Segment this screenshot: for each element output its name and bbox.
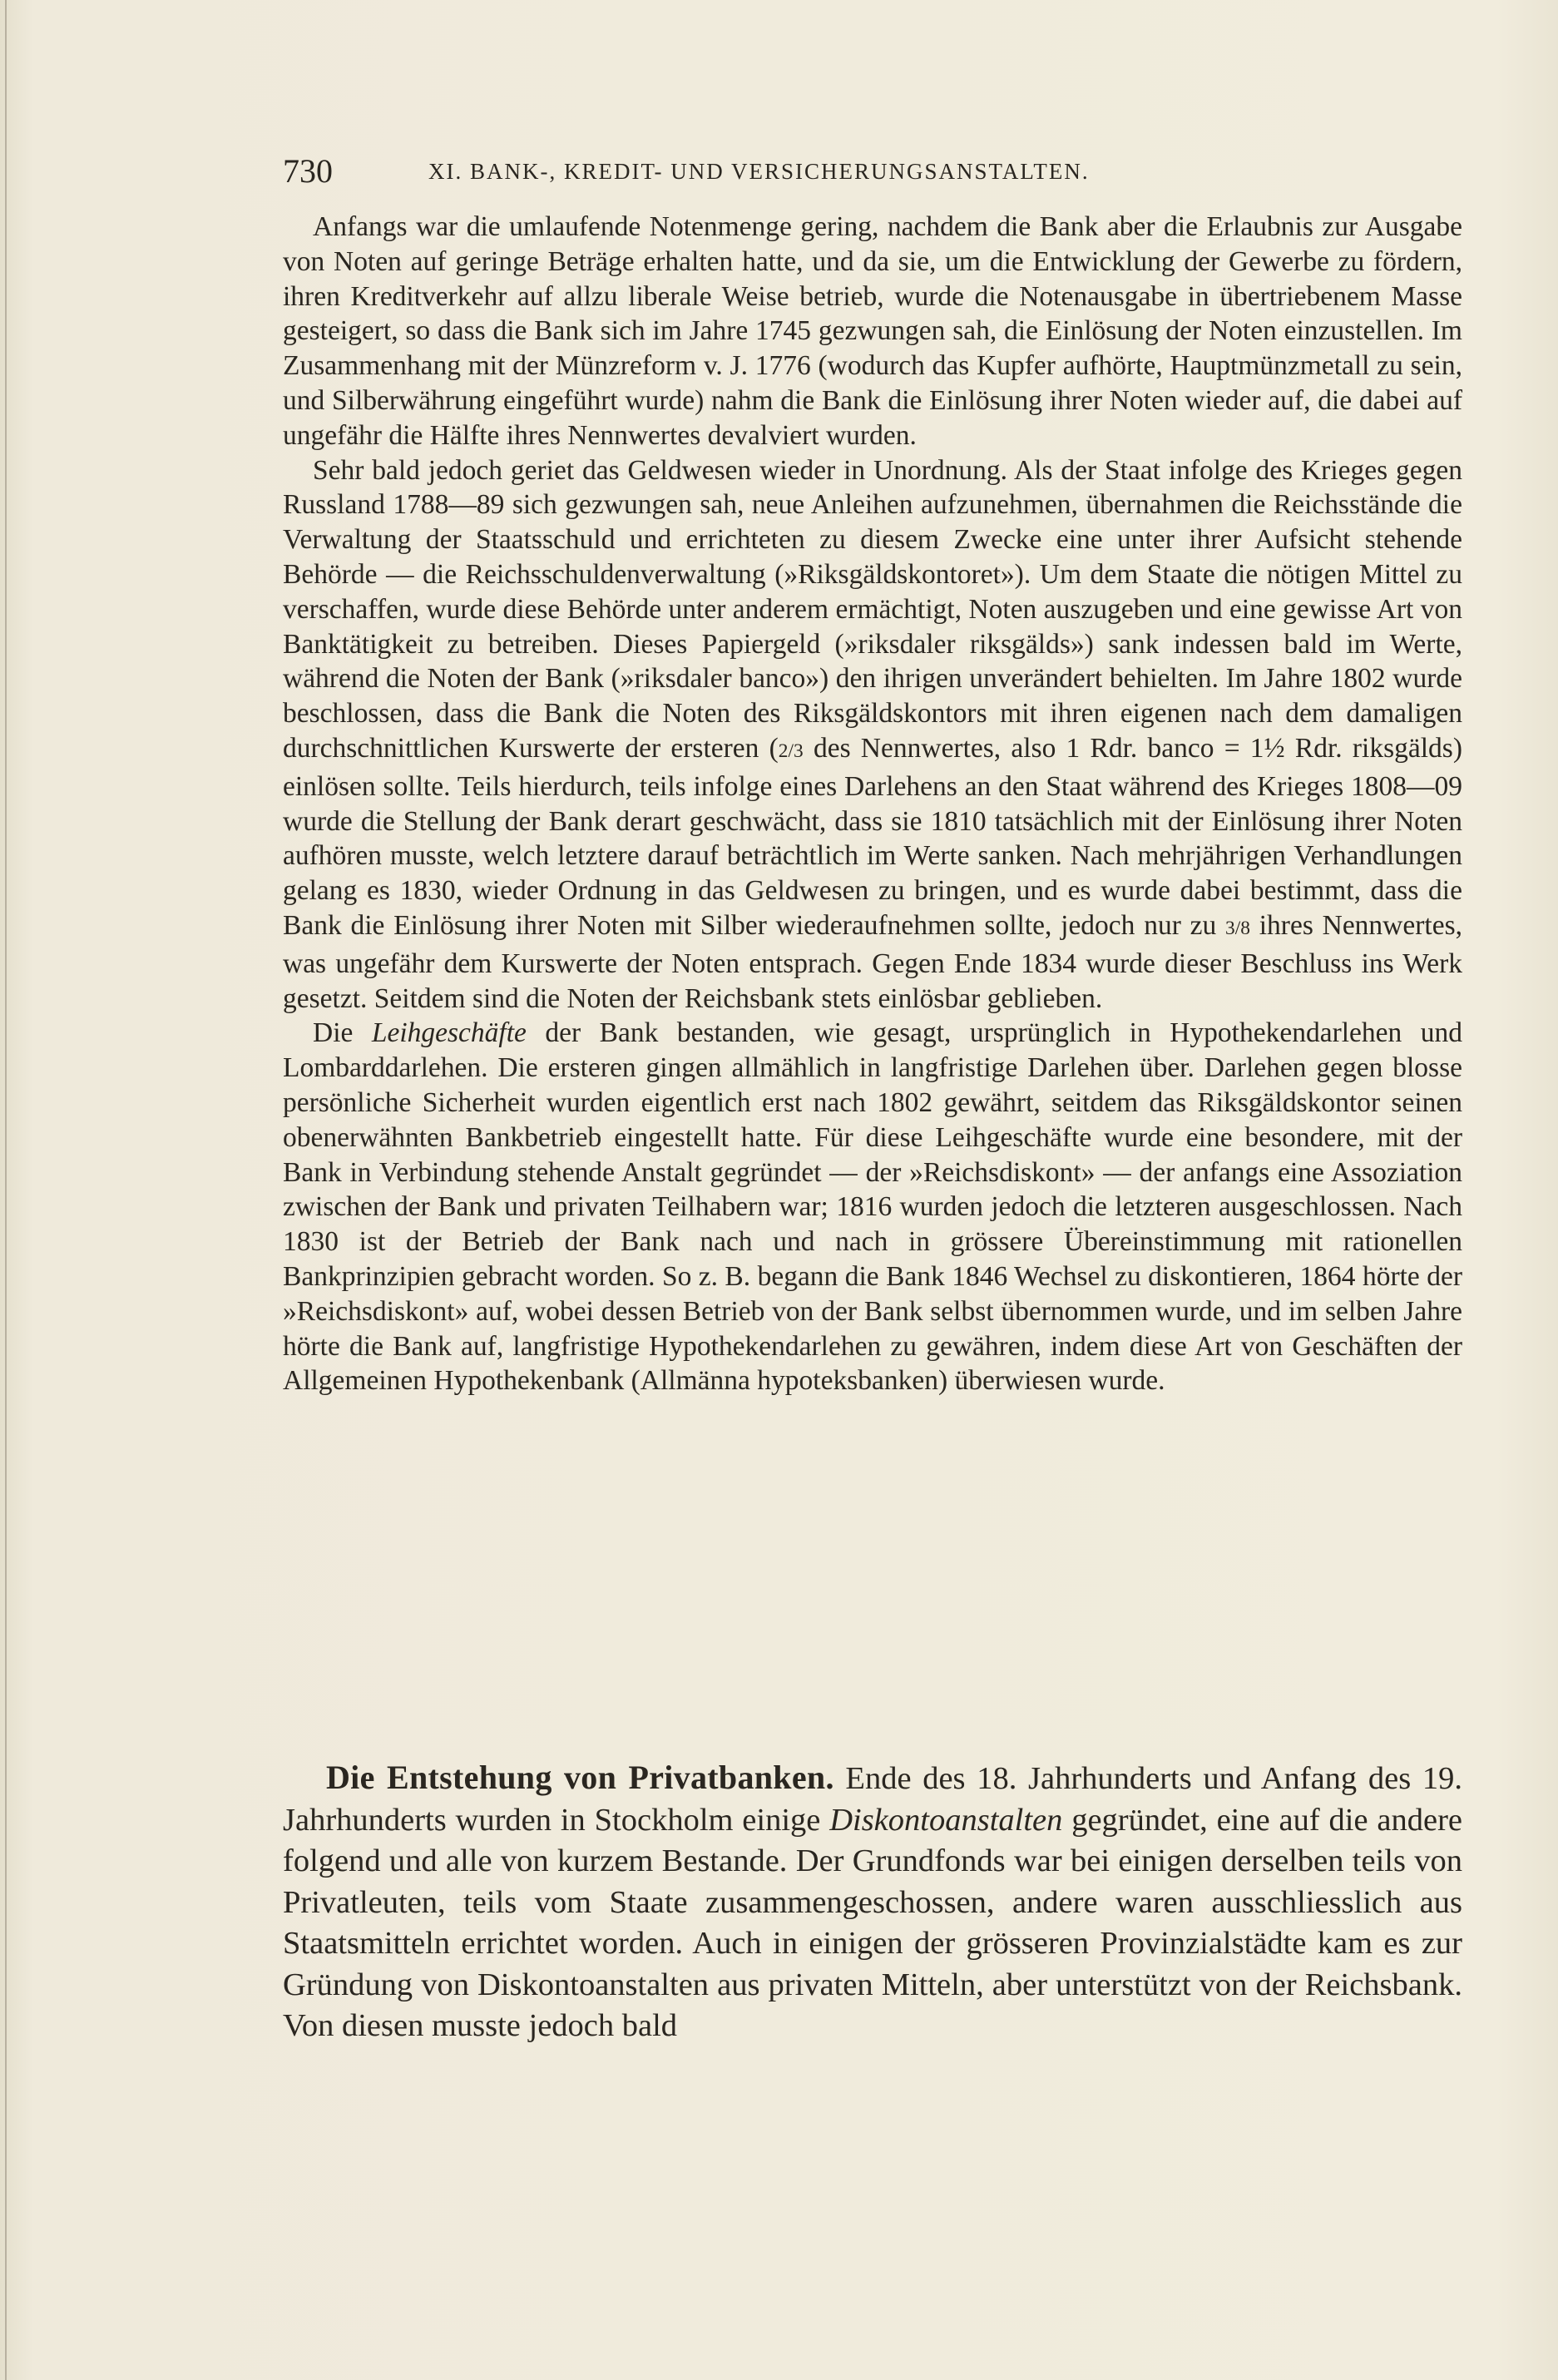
paragraph-notes-origin (283, 210, 1462, 453)
page-edge (5, 0, 7, 2380)
section-private-banks (283, 1757, 1462, 2047)
running-head: XI. BANK-, KREDIT- UND VERSICHERUNGSANSTALTEN. (428, 159, 1090, 184)
paragraph-text: Anfangs war die umlaufende Notenmenge gering, nachdem die Bank aber die Erlaubnis zur Ausgabe von Noten auf geringe Beträge erhalten hatte, und da sie, um die Entwicklung der Gewerbe zu fördern, ihren Kreditverkehr auf allzu liberale Weise betrieb, wurde die Notenausgabe in übertriebenem Masse gesteigert, so dass die Bank sich im Jahre 1745 gezwungen sah, die Einlösung der Noten einzustellen. Im Zusammenhang mit der Münzreform v. J. 1776 (wodurch das Kupfer aufhörte, Hauptmünzmetall zu sein, und Silberwährung eingeführt wurde) nahm die Bank die Einlösung ihrer Noten wieder auf, die dabei auf ungefähr die Hälfte ihres Nennwertes devalviert wurden. (283, 211, 1462, 451)
italic-term: Diskontoanstalten (829, 1802, 1063, 1838)
paragraph-loans (283, 1016, 1462, 1398)
paragraph-text: ihres Nennwertes, was ungefähr dem Kurswerte der Noten entsprach. Gegen Ende 1834 wurde dieser Beschluss ins Werk gesetzt. Seitdem sind die Noten der Reichsbank stets einlösbar geblieben. (283, 909, 1462, 1014)
section-text: gegründet, eine auf die andere folgend und alle von kurzem Bestande. Der Grundfonds war bei einigen derselben teils von Privatleuten, teils vom Staate zusammengeschossen, andere waren ausschliesslich aus Staatsmitteln errichtet worden. Auch in einigen der grösseren Provinzialstädte kam es zur Gründung von Diskontoanstalten aus privaten Mitteln, aber unterstützt von der Reichsbank. Von diesen musste jedoch bald (283, 1802, 1462, 2043)
paragraph-monetary-disorder (283, 453, 1462, 1017)
paragraph-text: der Bank bestanden, wie gesagt, ursprünglich in Hypothekendarlehen und Lombarddarlehen. Die ersteren gingen allmählich in langfristige Darlehen über. Darlehen gegen blosse persönliche Sicherheit wurden eigentlich erst nach 1802 gewährt, seitdem das Riksgäldskontor seinen obenerwähnten Bankbetrieb eingestellt hatte. Für diese Leihgeschäfte wurde eine besondere, mit der Bank in Verbindung stehende Anstalt gegründet — der »Reichsdiskont» — der anfangs eine Assoziation zwischen der Bank und privaten Teilhabern war; 1816 wurden jedoch die letzteren ausgeschlossen. Nach 1830 ist der Betrieb der Bank nach und nach in grössere Übereinstimmung mit rationellen Bankprinzipien gebracht worden. So z. B. begann die Bank 1846 Wechsel zu diskontieren, 1864 hörte der »Reichsdiskont» auf, wobei dessen Betrieb von der Bank selbst übernommen wurde, und im selben Jahre hörte die Bank auf, langfristige Hypothekendarlehen zu gewähren, indem diese Art von Geschäften der Allgemeinen Hypothekenbank (Allmänna hypoteksbanken) überwiesen wurde. (283, 1017, 1462, 1397)
fraction: 3/8 (1225, 917, 1250, 939)
page-header (283, 151, 1464, 193)
section-text: Ende des 18. Jahrhunderts und Anfang des 19. Jahrhunderts wurden in Stockholm einige (283, 1761, 1462, 1838)
page-number: 730 (283, 152, 333, 190)
paragraph-text: Die (313, 1017, 372, 1049)
body-text (283, 210, 1462, 1398)
fraction: 2/3 (778, 740, 804, 762)
italic-term: Leihgeschäfte (371, 1017, 527, 1049)
paragraph-text: Sehr bald jedoch geriet das Geldwesen wieder in Unordnung. Als der Staat infolge des Krieges gegen Russland 1788—89 sich gezwungen sah, neue Anleihen aufzunehmen, übernahmen die Reichsstände die Verwaltung der Staatsschuld und errichteten zu diesem Zwecke eine unter ihrer Aufsicht stehende Behörde — die Reichsschuldenverwaltung (»Riksgäldskontoret»). Um dem Staate die nötigen Mittel zu verschaffen, wurde diese Behörde unter anderem ermächtigt, Noten auszugeben und eine gewisse Art von Banktätigkeit zu betreiben. Dieses Papiergeld (»riksdaler riksgälds») sank indessen bald im Werte, während die Noten der Bank (»riksdaler banco») den ihrigen unverändert behielten. Im Jahre 1802 wurde beschlossen, dass die Bank die Noten des Riksgäldskontors mit ihren eigenen nach dem damaligen durchschnittlichen Kurswerte der ersteren ( (283, 454, 1462, 764)
section-paragraph (283, 1757, 1462, 2047)
section-title: Die Entstehung von Privatbanken. (326, 1759, 834, 1796)
paragraph-text: des Nennwertes, also 1 Rdr. banco = 1½ Rdr. riksgälds) einlösen sollte. Teils hierdurch, teils infolge eines Darlehens an den Staat während des Krieges 1808—09 wurde die Stellung der Bank derart geschwächt, dass sie 1810 tatsächlich mit der Einlösung ihrer Noten aufhören musste, welch letztere darauf beträchtlich im Werte sanken. Nach mehrjährigen Verhandlungen gelang es 1830, wieder Ordnung in das Geldwesen zu bringen, und es wurde dabei bestimmt, dass die Bank die Einlösung ihrer Noten mit Silber wiederaufnehmen sollte, jedoch nur zu (283, 732, 1462, 941)
